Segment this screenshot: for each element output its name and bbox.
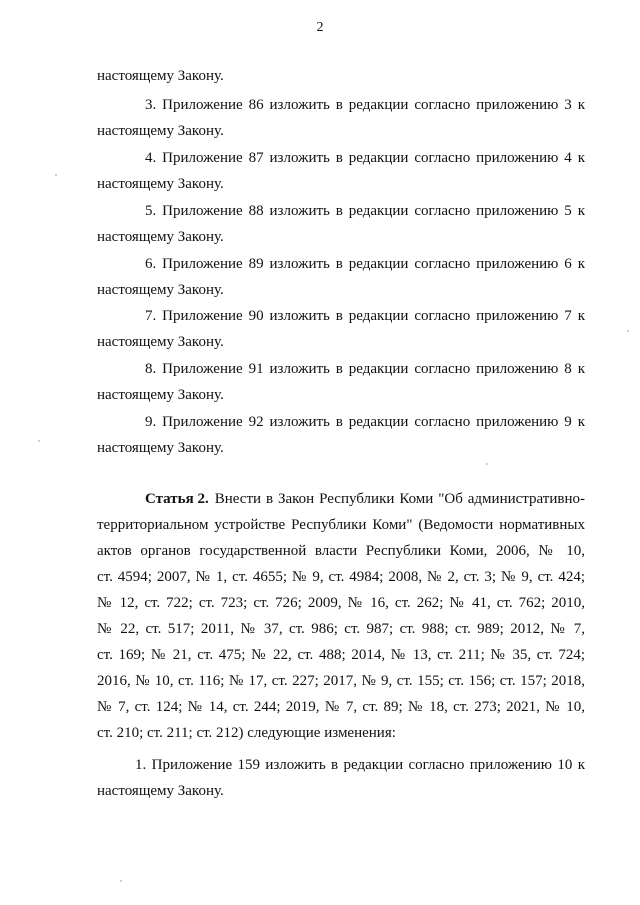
article-2-line-10: ст. 210; ст. 211; ст. 212) следующие изменения: <box>97 725 396 741</box>
article-2-line-7: ст. 169; № 21, ст. 475; № 22, ст. 488; 2014, № 13, ст. 211; № 35, ст. 724; <box>97 647 585 663</box>
article-2-line-9: № 7, ст. 124; № 14, ст. 244; 2019, № 7, ст. 89; № 18, ст. 273; 2021, № 10, <box>97 699 585 715</box>
article-2-line-6: № 22, ст. 517; 2011, № 37, ст. 986; ст. 987; ст. 988; ст. 989; 2012, № 7, <box>97 621 585 637</box>
article-2-item-1-line-2: настоящему Закону. <box>97 783 224 799</box>
scan-speck <box>120 880 122 882</box>
article-2-line-4: ст. 4594; 2007, № 1, ст. 4655; № 9, ст. 4984; 2008, № 2, ст. 3; № 9, ст. 424; <box>97 569 585 585</box>
article-2-line-5: № 12, ст. 722; ст. 723; ст. 726; 2009, № 16, ст. 262; № 41, ст. 762; 2010, <box>97 595 585 611</box>
item-9-line-2: настоящему Закону. <box>97 440 224 456</box>
item-3-line-2: настоящему Закону. <box>97 123 224 139</box>
scan-speck <box>38 440 40 442</box>
item-5-line-1: 5. Приложение 88 изложить в редакции согласно приложению 5 к <box>145 203 585 219</box>
item-5-line-2: настоящему Закону. <box>97 229 224 245</box>
article-2-item-1-line-1: 1. Приложение 159 изложить в редакции согласно приложению 10 к <box>135 757 585 773</box>
item-4-line-2: настоящему Закону. <box>97 176 224 192</box>
carryover-line: настоящему Закону. <box>97 68 224 84</box>
scan-speck <box>627 330 629 332</box>
page-number: 2 <box>316 20 324 35</box>
item-8-line-2: настоящему Закону. <box>97 387 224 403</box>
article-2-line-2: территориальном устройстве Республики Коми" (Ведомости нормативных <box>97 517 585 533</box>
article-2-line-8: 2016, № 10, ст. 116; № 17, ст. 227; 2017, № 9, ст. 155; ст. 156; ст. 157; 2018, <box>97 673 585 689</box>
scan-speck <box>486 463 488 465</box>
item-6-line-2: настоящему Закону. <box>97 282 224 298</box>
item-8-line-1: 8. Приложение 91 изложить в редакции согласно приложению 8 к <box>145 361 585 377</box>
item-9-line-1: 9. Приложение 92 изложить в редакции согласно приложению 9 к <box>145 414 585 430</box>
article-2-label: Статья 2. <box>145 491 209 507</box>
article-2-line-1 <box>145 490 585 508</box>
item-7-line-2: настоящему Закону. <box>97 334 224 350</box>
article-2-intro: Внести в Закон Республики Коми "Об административно- <box>214 491 585 507</box>
item-7-line-1: 7. Приложение 90 изложить в редакции согласно приложению 7 к <box>145 308 585 324</box>
article-2-line-3: актов органов государственной власти Республики Коми, 2006, № 10, <box>97 543 585 559</box>
item-6-line-1: 6. Приложение 89 изложить в редакции согласно приложению 6 к <box>145 256 585 272</box>
item-3-line-1: 3. Приложение 86 изложить в редакции согласно приложению 3 к <box>145 97 585 113</box>
item-4-line-1: 4. Приложение 87 изложить в редакции согласно приложению 4 к <box>145 150 585 166</box>
scan-speck <box>55 174 57 176</box>
